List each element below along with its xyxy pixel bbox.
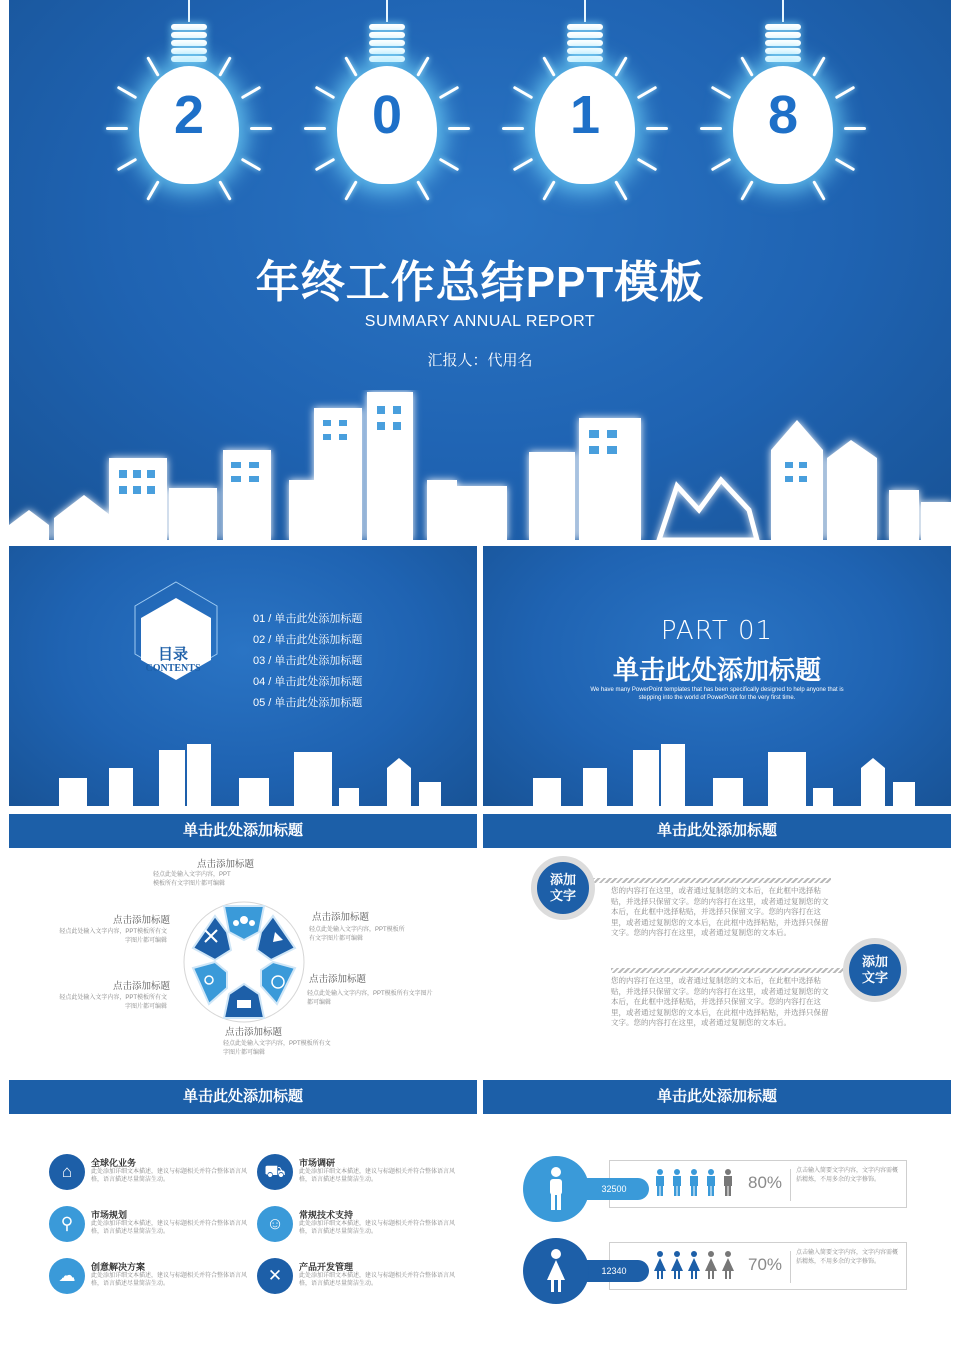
service-item	[257, 1154, 467, 1194]
bulb-cap	[369, 40, 405, 46]
male-figure-icon	[523, 1156, 589, 1222]
cover-title: 年终工作总结PPT模板	[255, 258, 705, 307]
stat-percent: 80%	[748, 1173, 783, 1192]
man-icon	[724, 1169, 732, 1196]
stat-percent: 70%	[748, 1255, 783, 1274]
stat-box	[609, 1242, 907, 1290]
light-ray	[304, 127, 326, 130]
service-item	[257, 1258, 467, 1298]
woman-icon	[654, 1251, 666, 1279]
light-ray	[439, 86, 460, 100]
stats-slide	[483, 1080, 951, 1342]
service-item	[49, 1206, 259, 1246]
cycle-label-desc: 轻点此处输入文字内容，PPT模板所有文字图片都可编辑	[309, 927, 405, 942]
user-icon: ☺	[257, 1206, 293, 1242]
divider	[790, 1169, 791, 1201]
cycle-label-desc: 轻点此处输入文字内容，PPT模板所有文字图片都可编辑	[59, 929, 167, 944]
cycle-diagram	[169, 896, 319, 1026]
bulb-cap	[369, 32, 405, 38]
bulb-cap	[171, 48, 207, 54]
woman-icon	[722, 1251, 734, 1279]
light-ray	[844, 127, 866, 130]
light-ray	[835, 158, 856, 172]
toc-item[interactable]: 01 / 单击此处添加标题	[253, 613, 363, 625]
man-icon	[690, 1169, 698, 1196]
cover-slide	[9, 0, 951, 540]
light-ray	[700, 127, 722, 130]
text-badge	[843, 938, 907, 1002]
cycle-label-desc: 轻点此处输入文字内容，PPT模板所有文字图片都可编辑	[307, 991, 433, 1006]
people-count-icons	[654, 1167, 744, 1201]
stat-note: 点击输入简要文字内容，文字内容需概括精炼，不用多余的文字修饰。	[796, 1168, 899, 1183]
stat-value: 12340	[579, 1260, 649, 1282]
cycle-label-title: 点击添加标题	[309, 974, 367, 985]
slide-header: 单击此处添加标题	[483, 1080, 951, 1114]
stat-box	[609, 1160, 907, 1208]
man-icon	[673, 1169, 681, 1196]
woman-icon	[688, 1251, 700, 1279]
bulb-cap	[567, 56, 603, 62]
slide-header: 单击此处添加标题	[483, 814, 951, 848]
bulb-cap	[567, 40, 603, 46]
bulb-cord	[188, 0, 190, 22]
service-desc: 此处添加详细文本描述，建议与标题相关并符合整体语言风格，语言描述尽量简洁生动。	[91, 1221, 248, 1235]
year-digit: 2	[173, 85, 205, 145]
cycle-label-title: 点击添加标题	[113, 915, 171, 926]
bulb-cap	[171, 56, 207, 62]
man-icon	[656, 1169, 664, 1196]
cover-reporter: 汇报人：代用名	[427, 352, 533, 369]
year-digit: 0	[371, 85, 403, 145]
bulb-cap	[765, 32, 801, 38]
toc-list	[253, 609, 362, 714]
service-title: 常规技术支持	[299, 1210, 354, 1220]
service-title: 全球化业务	[91, 1158, 137, 1168]
man-icon	[707, 1169, 715, 1196]
light-ray	[637, 158, 658, 172]
bulb-cap	[765, 24, 801, 30]
light-ray	[502, 127, 524, 130]
light-ray	[448, 127, 470, 130]
city-skyline-illustration	[9, 390, 951, 540]
slide-header: 单击此处添加标题	[9, 1080, 477, 1114]
service-desc: 此处添加详细文本描述，建议与标题相关并符合整体语言风格，语言描述尽量简洁生动。	[91, 1273, 248, 1287]
stat-row	[523, 1238, 911, 1304]
stat-value: 32500	[579, 1178, 649, 1200]
part-slide	[483, 546, 951, 808]
bulb-cap	[171, 24, 207, 30]
year-digit: 1	[569, 85, 601, 145]
bulb-cap	[369, 48, 405, 54]
light-ray	[637, 86, 658, 100]
service-title: 市场规划	[91, 1210, 128, 1220]
light-bulb	[728, 0, 838, 240]
divider-stripe	[581, 878, 831, 883]
stat-note: 点击输入简要文字内容，文字内容需概括精炼，不用多余的文字修饰。	[796, 1250, 899, 1265]
cycle-label-title: 点击添加标题	[113, 981, 171, 992]
service-desc: 此处添加详细文本描述，建议与标题相关并符合整体语言风格，语言描述尽量简洁生动。	[299, 1273, 456, 1287]
bulb-cap	[369, 24, 405, 30]
light-ray	[439, 158, 460, 172]
service-desc: 此处添加详细文本描述，建议与标题相关并符合整体语言风格，语言描述尽量简洁生动。	[91, 1169, 248, 1183]
part-description: We have many PowerPoint templates that has been specifically designed to help anyone that is stepping into the world of PowerPoint for the very first time.	[590, 687, 844, 701]
text-badge-label: 添加 文字	[549, 872, 576, 903]
cycle-label-desc: 轻点此处输入文字内容，PPT模板所有文字图片都可编辑	[223, 1041, 331, 1056]
location-icon: ⚲	[49, 1206, 85, 1242]
year-digit: 8	[767, 85, 799, 145]
bulb-cap	[567, 32, 603, 38]
service-title: 产品开发管理	[299, 1262, 354, 1272]
toc-title: 目录	[157, 646, 188, 663]
cycle-label-desc: 轻点此处输入文字内容，PPT模板所有文字图片都可编辑	[153, 872, 231, 887]
toc-item[interactable]: 05 / 单击此处添加标题	[253, 697, 363, 709]
bulb-cap	[369, 56, 405, 62]
text-badge	[531, 856, 595, 920]
bulb-cap	[567, 48, 603, 54]
light-ray	[250, 127, 272, 130]
light-ray	[241, 86, 262, 100]
cycle-label-title: 点击添加标题	[197, 859, 255, 870]
bulb-cord	[584, 0, 586, 22]
part-title: 单击此处添加标题	[612, 655, 821, 685]
toc-item[interactable]: 04 / 单击此处添加标题	[253, 676, 363, 688]
cycle-label-desc: 轻点此处输入文字内容，PPT模板所有文字图片都可编辑	[59, 995, 167, 1010]
woman-icon	[705, 1251, 717, 1279]
light-ray	[241, 158, 262, 172]
service-item	[49, 1258, 259, 1298]
tools-icon: ✕	[257, 1258, 293, 1294]
cycle-label-title: 点击添加标题	[312, 912, 370, 923]
service-title: 创意解决方案	[91, 1262, 146, 1272]
light-bulb	[134, 0, 244, 240]
slide-header: 单击此处添加标题	[9, 814, 477, 848]
stat-row	[523, 1156, 911, 1222]
light-ray	[106, 127, 128, 130]
bulb-cap	[171, 32, 207, 38]
text-paragraph: 您的内容打在这里，或者通过复制您的文本后，在此框中选择粘贴，并选择只保留文字。您的内容打在这里，或者通过复制您的文本后，在此框中选择粘贴，并选择只保留文字。您的内容打在这里，或者通过复制您的文本后，在此框中选择粘贴，并选择只保留文字。您的内容打在这里，或者通过复制您的文本后。	[611, 886, 829, 938]
bulb-cap	[171, 40, 207, 46]
cover-subtitle: SUMMARY ANNUAL REPORT	[364, 313, 596, 330]
cart-icon: ⛟	[257, 1154, 293, 1190]
toc-item[interactable]: 03 / 单击此处添加标题	[253, 655, 363, 667]
text-badge-label: 添加 文字	[861, 954, 888, 985]
service-item	[49, 1154, 259, 1194]
bulb-cap	[567, 24, 603, 30]
light-bulb	[332, 0, 442, 240]
toc-slide	[9, 546, 477, 808]
service-title: 市场调研	[299, 1158, 336, 1168]
bulb-cap	[765, 56, 801, 62]
toc-subtitle: CONTENTS	[145, 663, 201, 674]
text-paragraph: 您的内容打在这里，或者通过复制您的文本后，在此框中选择粘贴，并选择只保留文字。您的内容打在这里，或者通过复制您的文本后，在此框中选择粘贴，并选择只保留文字。您的内容打在这里，或者通过复制您的文本后，在此框中选择粘贴，并选择只保留文字。您的内容打在这里，或者通过复制您的文本后。	[611, 976, 829, 1028]
cycle-diagram-slide	[9, 814, 477, 1074]
divider	[790, 1251, 791, 1283]
cycle-label-title: 点击添加标题	[225, 1027, 283, 1038]
service-desc: 此处添加详细文本描述，建议与标题相关并符合整体语言风格，语言描述尽量简洁生动。	[299, 1221, 456, 1235]
bulb-cord	[782, 0, 784, 22]
bulb-cord	[386, 0, 388, 22]
toc-item[interactable]: 02 / 单击此处添加标题	[253, 634, 363, 646]
light-ray	[646, 127, 668, 130]
text-blocks-slide	[483, 814, 951, 1074]
female-figure-icon	[523, 1238, 589, 1304]
divider-stripe	[611, 968, 847, 973]
light-bulb	[530, 0, 640, 240]
city-skyline-small	[483, 738, 951, 808]
bulb-cap	[765, 40, 801, 46]
service-item	[257, 1206, 467, 1246]
cloud-icon: ☁	[49, 1258, 85, 1294]
city-skyline-small	[9, 738, 477, 808]
woman-icon	[671, 1251, 683, 1279]
bulb-cap	[765, 48, 801, 54]
part-number: PART 01	[660, 616, 774, 646]
services-slide	[9, 1080, 477, 1342]
service-desc: 此处添加详细文本描述，建议与标题相关并符合整体语言风格，语言描述尽量简洁生动。	[299, 1169, 456, 1183]
toc-hexagon	[133, 580, 219, 692]
people-count-icons	[654, 1249, 744, 1283]
light-ray	[835, 86, 856, 100]
home-icon: ⌂	[49, 1154, 85, 1190]
